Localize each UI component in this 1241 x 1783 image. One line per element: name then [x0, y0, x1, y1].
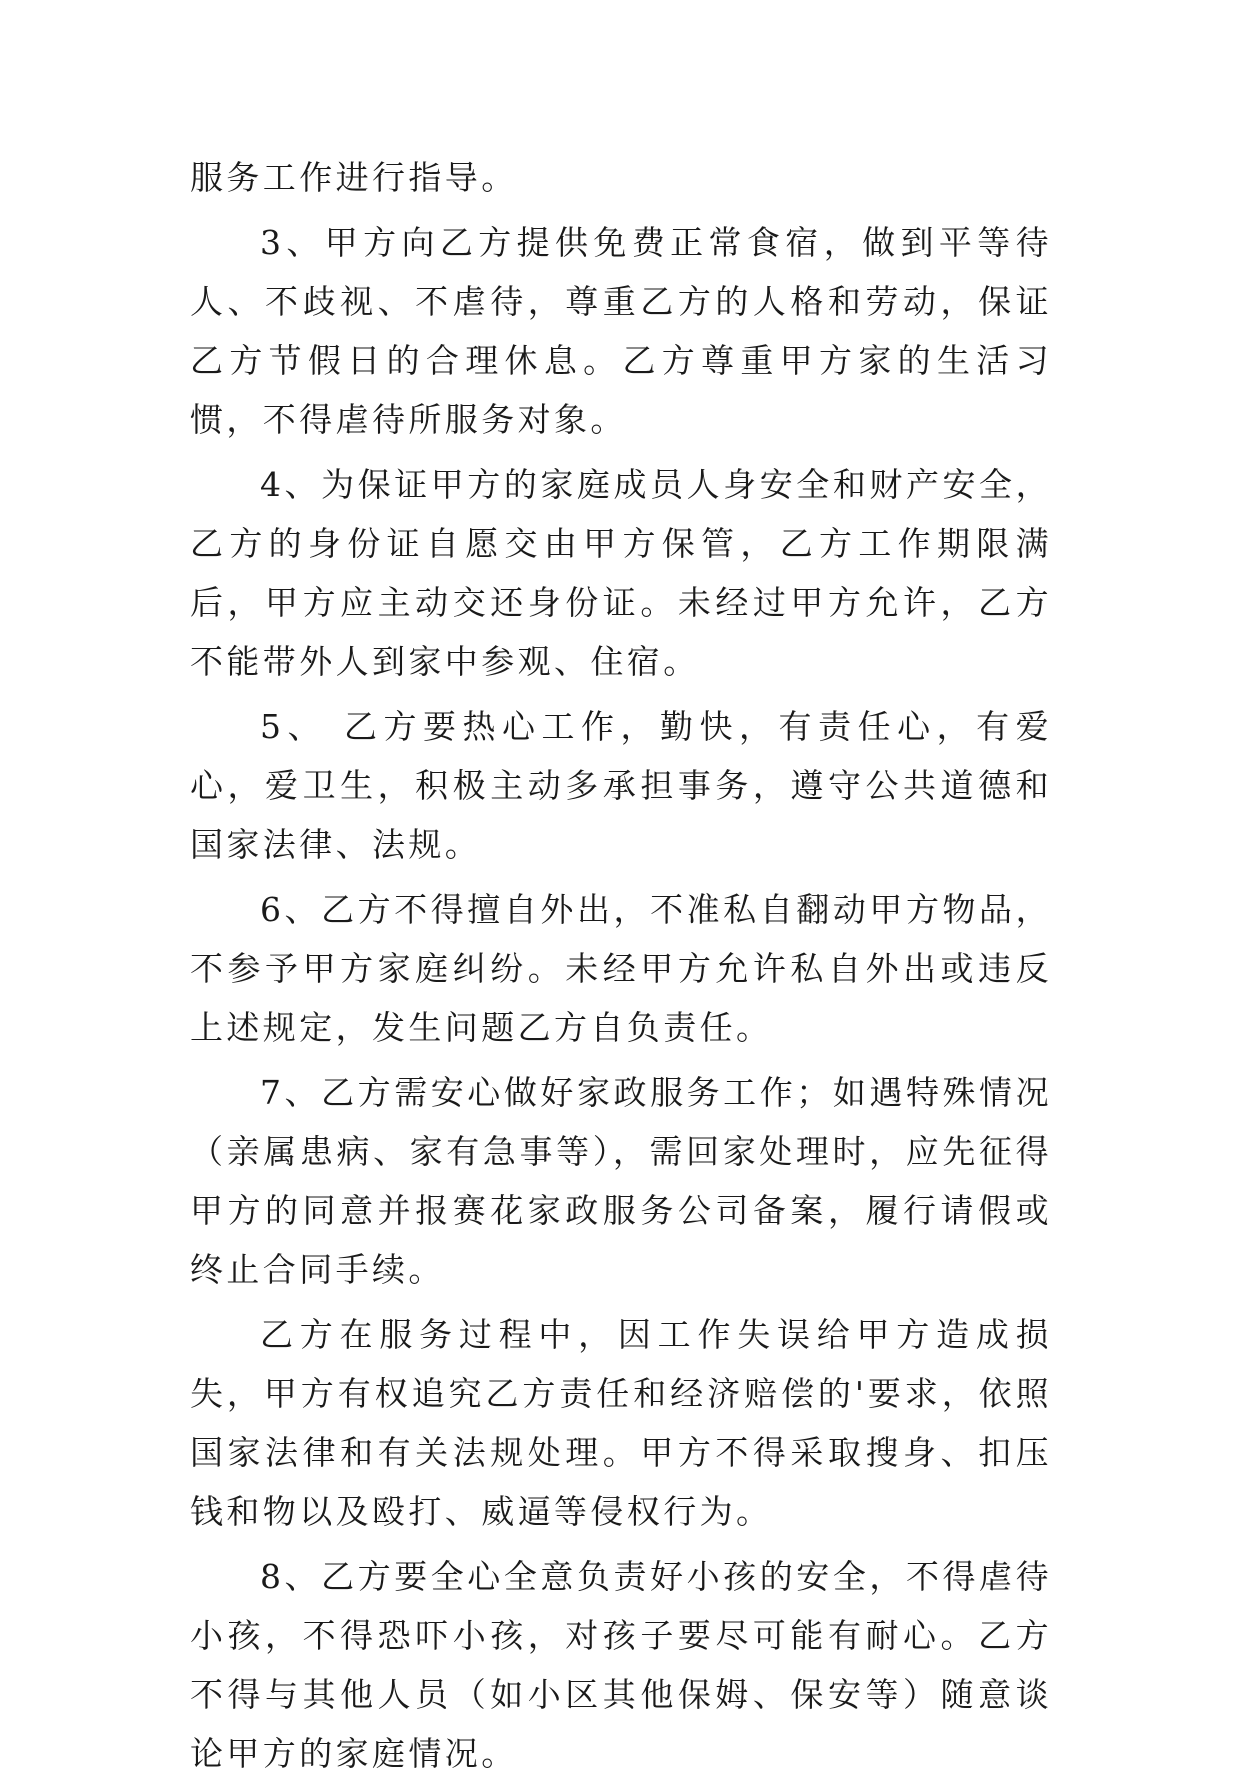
paragraph-clause-6: 6、乙方不得擅自外出，不准私自翻动甲方物品，不参予甲方家庭纠纷。未经甲方允许私自外出或违反上述规定，发生问题乙方自负责任。	[190, 890, 1052, 1047]
paragraph-clause-3: 3、甲方向乙方提供免费正常食宿，做到平等待人、不歧视、不虐待，尊重乙方的人格和劳动，保证乙方节假日的合理休息。乙方尊重甲方家的生活习惯，不得虐待所服务对象。	[190, 223, 1052, 439]
document-body	[190, 148, 1052, 1783]
paragraph-clause-4: 4、为保证甲方的家庭成员人身安全和财产安全，乙方的身份证自愿交由甲方保管，乙方工作期限满后，甲方应主动交还身份证。未经过甲方允许，乙方不能带外人到家中参观、住宿。	[190, 465, 1052, 681]
paragraph-clause-7: 7、乙方需安心做好家政服务工作；如遇特殊情况（亲属患病、家有急事等），需回家处理时，应先征得甲方的同意并报赛花家政服务公司备案，履行请假或终止合同手续。	[190, 1073, 1052, 1289]
paragraph-clause-5: 5、 乙方要热心工作，勤快，有责任心，有爱心，爱卫生，积极主动多承担事务，遵守公共道德和国家法律、法规。	[190, 707, 1052, 864]
paragraph-liability: 乙方在服务过程中，因工作失误给甲方造成损失，甲方有权追究乙方责任和经济赔偿的'要求，依照国家法律和有关法规处理。甲方不得采取搜身、扣压钱和物以及殴打、威逼等侵权行为。	[190, 1315, 1052, 1531]
paragraph-continuation: 服务工作进行指导。	[190, 158, 518, 197]
paragraph-clause-8: 8、乙方要全心全意负责好小孩的安全，不得虐待小孩，不得恐吓小孩，对孩子要尽可能有耐心。乙方不得与其他人员（如小区其他保姆、保安等）随意谈论甲方的家庭情况。	[190, 1557, 1052, 1773]
